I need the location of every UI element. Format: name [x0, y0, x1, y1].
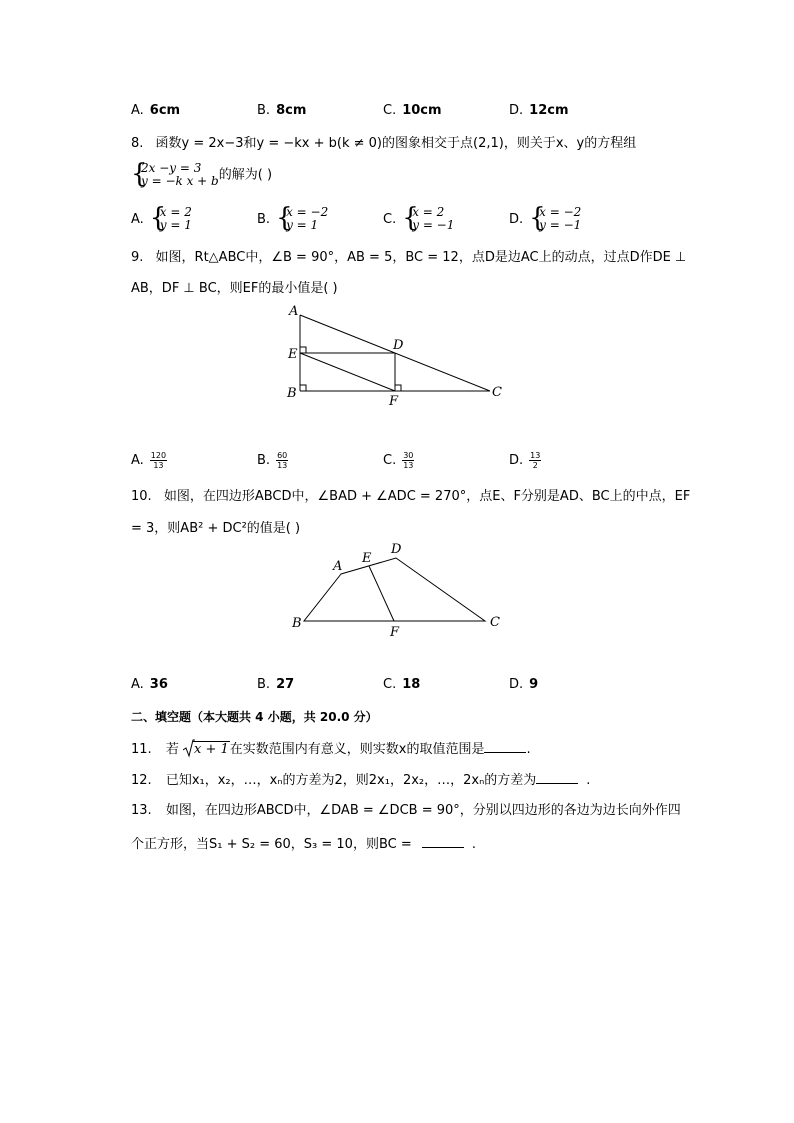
- q9-number: 9.: [131, 250, 144, 265]
- q9-option-c[interactable]: C. $\frac{30}{13}$: [383, 451, 414, 470]
- q13-stem-line2: 个正方形，当S₁ + S₂ = 60，S₃ = 10，则BC = .: [131, 834, 476, 854]
- q10-option-d[interactable]: D. 9: [509, 677, 539, 692]
- q11-answer-blank[interactable]: [484, 739, 526, 753]
- q8-option-c[interactable]: C. { x = 2 y = −1: [383, 203, 455, 233]
- brace-icon: {: [131, 159, 148, 189]
- q12-answer-blank[interactable]: [536, 770, 578, 784]
- segment-ef: [300, 353, 395, 391]
- label-e: E: [288, 347, 298, 362]
- q7-option-d[interactable]: D. 12cm: [509, 103, 569, 118]
- q9-option-d[interactable]: D. $\frac{13}{2}$: [509, 451, 541, 470]
- section-2-heading: 二、填空题（本大题共 4 小题，共 20.0 分）: [131, 710, 378, 724]
- q8-stem: [131, 135, 636, 153]
- q13-number: 13.: [131, 803, 152, 818]
- label-b: B: [287, 386, 297, 401]
- q9-option-b[interactable]: B. $\frac{60}{13}$: [257, 451, 288, 470]
- q9-options: [131, 451, 691, 473]
- right-angle-f-icon: [395, 385, 401, 391]
- q8-number: 8.: [131, 136, 144, 151]
- q11-radical: x + 1: [183, 741, 230, 759]
- quadrilateral-abcd: [304, 558, 485, 621]
- label-e: E: [362, 551, 372, 566]
- q8-option-b[interactable]: B. { x = −2 y = 1: [257, 203, 329, 233]
- q13-stem-line1: 13. 如图，在四边形ABCD中，∠DAB = ∠DCB = 90°，分别以四边形的各边为边长向外作四: [131, 803, 681, 818]
- q9-figure: [280, 300, 510, 410]
- q7-options: [131, 103, 691, 123]
- q8-option-d[interactable]: D. { x = −2 y = −1: [509, 203, 582, 233]
- q8-tail: 的解为( ): [218, 167, 273, 183]
- q9-option-a[interactable]: A. $\frac{120}{13}$: [131, 451, 167, 470]
- q12-number: 12.: [131, 773, 152, 788]
- q10-option-b[interactable]: B. 27: [257, 677, 295, 692]
- q13-answer-blank[interactable]: [422, 834, 464, 848]
- q7-option-b[interactable]: B. 8cm: [257, 103, 307, 118]
- q8-text: 函数y = 2x−3和y = −kx + b(k ≠ 0)的图象相交于点(2,1)，则关于x、y的方程组: [155, 136, 637, 151]
- right-angle-e-icon: [300, 347, 306, 353]
- q10-stem-line2: = 3，则AB² + DC²的值是( ): [131, 521, 301, 536]
- q9-stem-line2: AB，DF ⊥ BC，则EF的最小值是( ): [131, 281, 338, 296]
- q10-option-c[interactable]: C. 18: [383, 677, 421, 692]
- q10-stem-line1: 10. 如图，在四边形ABCD中，∠BAD + ∠ADC = 270°，点E、F分别是AD、BC上的中点，EF: [131, 489, 691, 504]
- q12-stem: 12. 已知x₁，x₂，…，xₙ的方差为2，则2x₁，2x₂，…，2xₙ的方差为 .: [131, 770, 590, 790]
- q11-stem: 11. 若 x + 1在实数范围内有意义，则实数x的取值范围是 .: [131, 739, 531, 759]
- label-d: D: [393, 338, 404, 353]
- q11-number: 11.: [131, 742, 152, 757]
- label-a: A: [333, 559, 343, 574]
- q10-option-a[interactable]: A. 36: [131, 677, 168, 692]
- q8-options: [131, 203, 691, 234]
- label-b: B: [292, 616, 302, 631]
- label-c: C: [492, 385, 502, 400]
- q8-system: [131, 159, 273, 189]
- label-d: D: [391, 542, 402, 557]
- q10-number: 10.: [131, 489, 152, 504]
- q8-option-a[interactable]: A. { x = 2 y = 1: [131, 203, 192, 233]
- radical-sign-icon: [183, 739, 195, 759]
- q10-figure: [285, 538, 510, 640]
- q10-options: [131, 677, 691, 697]
- q9-stem-line1: 9. 如图，Rt△ABC中，∠B = 90°，AB = 5，BC = 12，点D是边AC上的动点，过点D作DE ⊥: [131, 250, 687, 265]
- label-f: F: [389, 394, 399, 409]
- q7-option-c[interactable]: C. 10cm: [383, 103, 442, 118]
- right-angle-b-icon: [300, 385, 306, 391]
- label-a: A: [289, 304, 299, 319]
- label-c: C: [490, 615, 500, 630]
- q7-option-a[interactable]: A. 6cm: [131, 103, 181, 118]
- segment-ef: [369, 566, 394, 621]
- label-f: F: [390, 625, 400, 640]
- q8-equation-system: { 2x −y = 3 y = −k x + b: [131, 159, 219, 189]
